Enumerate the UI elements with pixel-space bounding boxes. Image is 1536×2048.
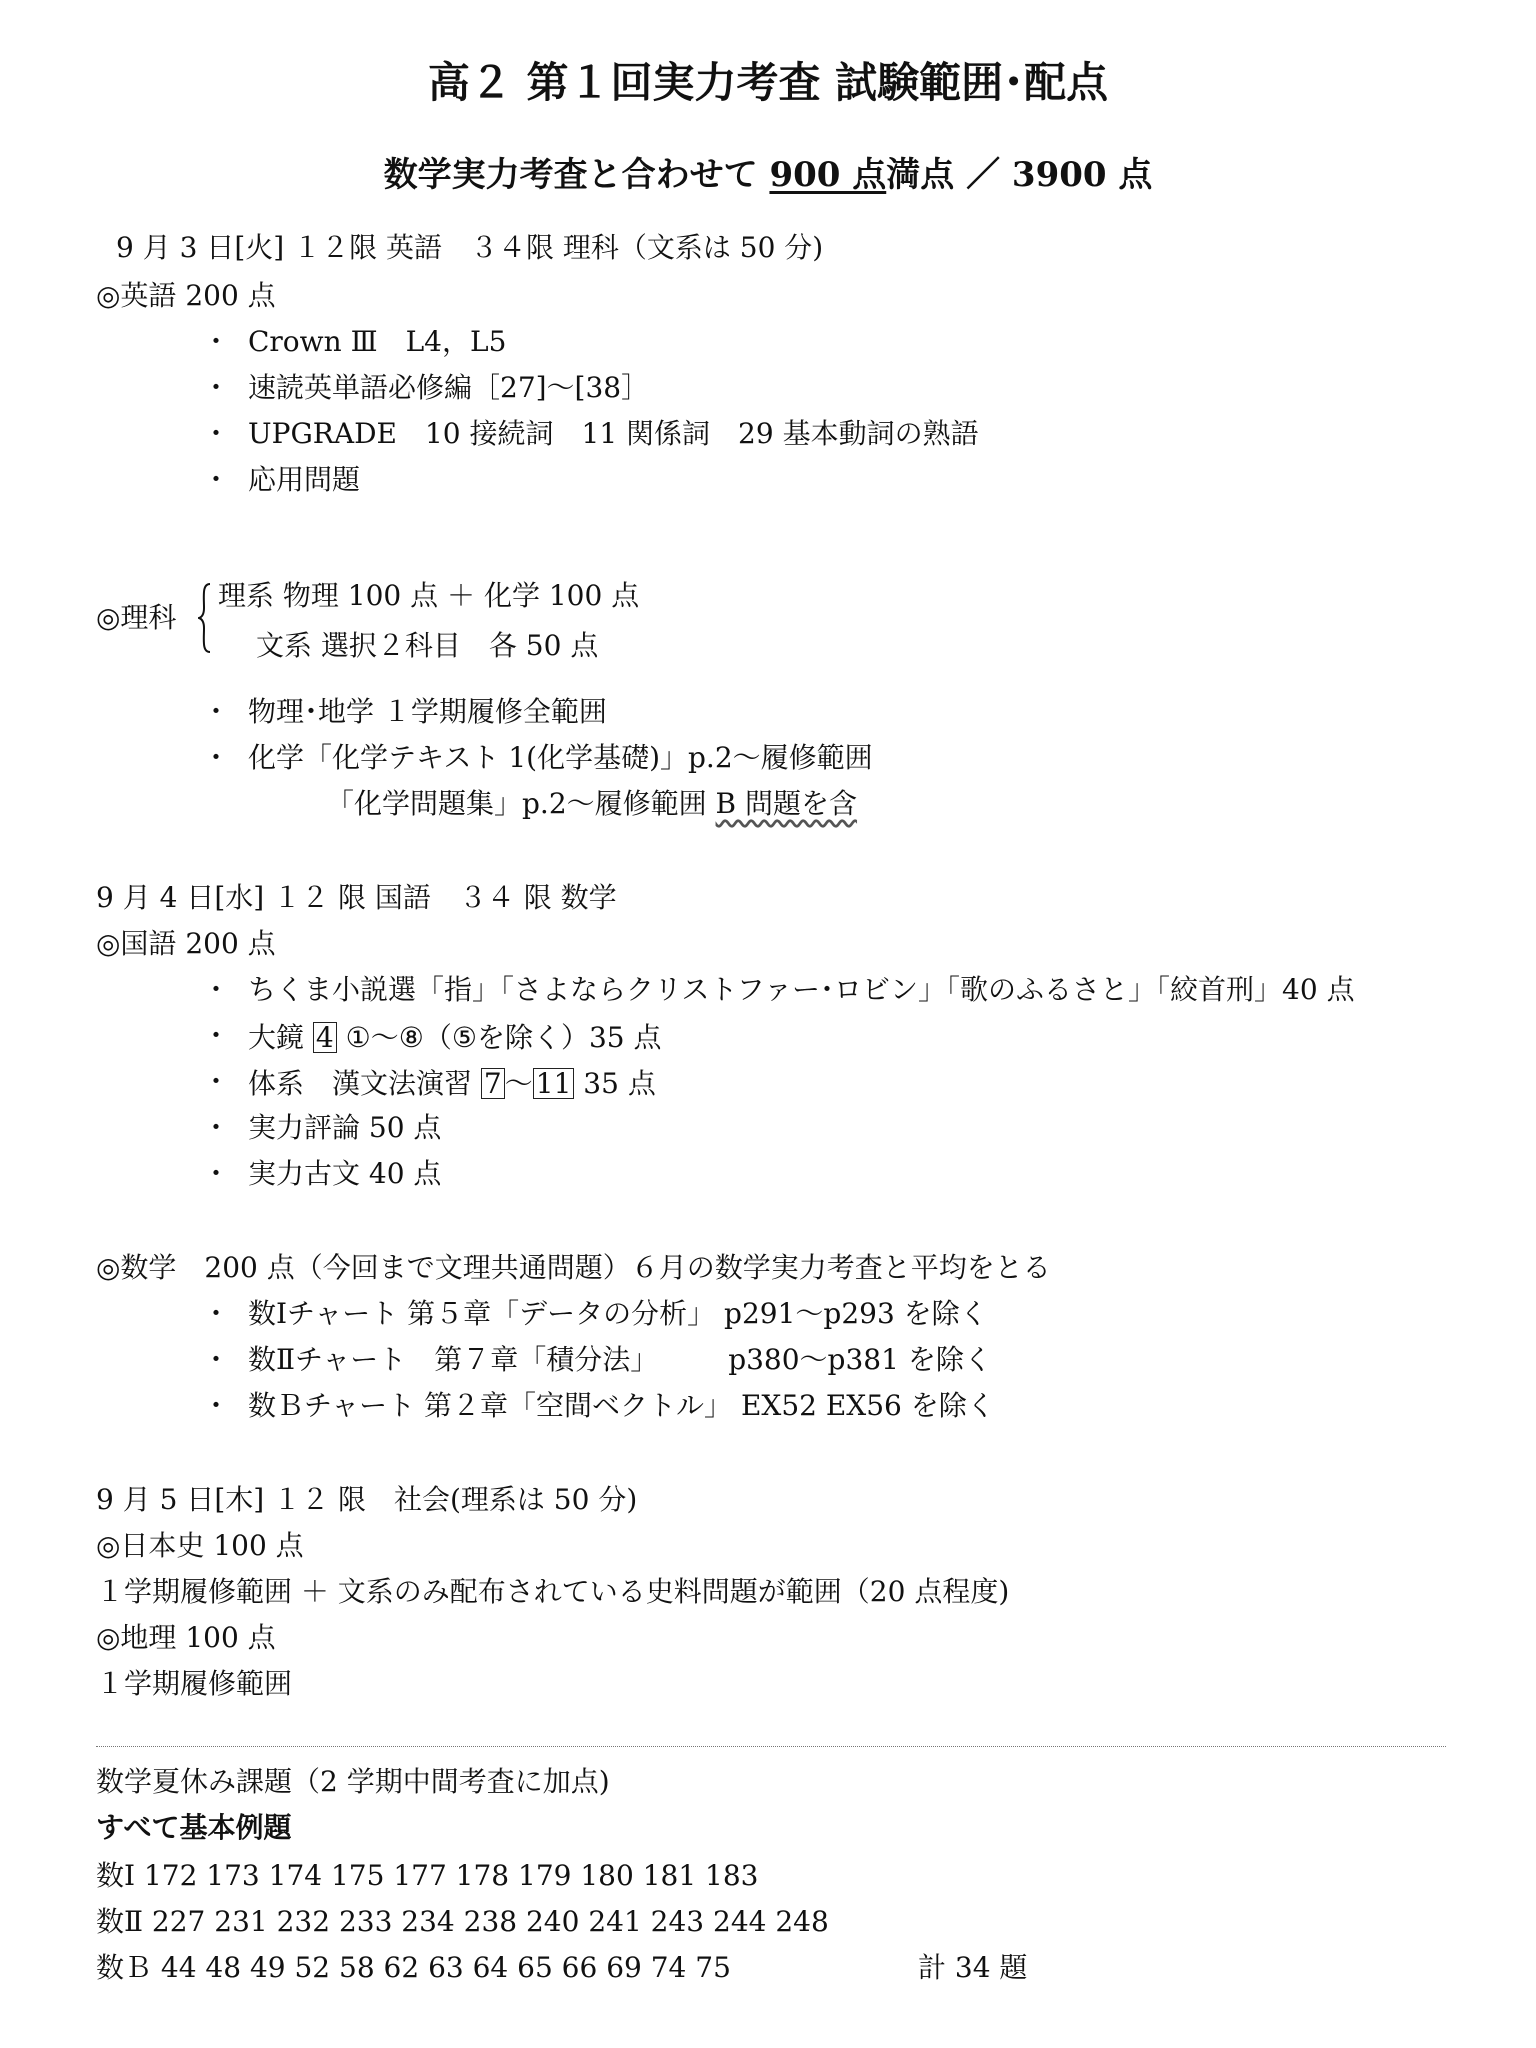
subtitle-score: 900 点 [769, 155, 887, 195]
chem-problem-range: 「化学問題集」p.2〜履修範囲 [326, 787, 716, 820]
math-heading: ◎数学 200 点（今回まで文理共通問題）６月の数学実力考査と平均をとる [96, 1251, 1051, 1284]
history-heading: ◎日本史 100 点 [96, 1529, 304, 1562]
japanese-item-3 [248, 1068, 656, 1099]
summer-total: 計 34 題 [918, 1951, 1028, 1984]
bullet: ・ [202, 325, 231, 358]
page-title: 高２ 第１回実力考査 試験範囲･配点 [427, 58, 1109, 107]
curly-brace-icon [198, 582, 212, 654]
boxed-number: 11 [533, 1068, 575, 1099]
bullet: ・ [202, 1297, 231, 1330]
bullet: ・ [202, 1065, 231, 1098]
english-item-1: Crown Ⅲ L4，L5 [248, 325, 507, 358]
summer-math2-list: 数Ⅱ 227 231 232 233 234 238 240 241 243 244 248 [96, 1905, 829, 1938]
kanbun-points: 35 点 [574, 1067, 656, 1100]
geography-heading: ◎地理 100 点 [96, 1621, 276, 1654]
science-line-2: 文系 選択２科目 各 50 点 [256, 629, 599, 662]
science-item-1: 物理･地学 １学期履修全範囲 [248, 695, 607, 728]
bullet: ・ [202, 417, 231, 450]
math-item-2: 数Ⅱチャート 第７章「積分法」 p380〜p381 を除く [248, 1343, 992, 1376]
history-range: １学期履修範囲 ＋ 文系のみ配布されている史料問題が範囲（20 点程度) [96, 1575, 1010, 1608]
bullet: ・ [202, 1343, 231, 1376]
day3-header: 9 月 5 日[木] １２ 限 社会(理系は 50 分) [96, 1483, 638, 1516]
bullet: ・ [202, 463, 231, 496]
summer-heading: 数学夏休み課題（2 学期中間考査に加点) [96, 1765, 610, 1798]
math-item-3: 数Ｂチャート 第２章「空間ベクトル」 EX52 EX56 を除く [248, 1389, 995, 1422]
english-item-3: UPGRADE 10 接続詞 11 関係詞 29 基本動詞の熟語 [248, 417, 979, 450]
okagami-range: ①〜⑧（⑤を除く）35 点 [336, 1021, 662, 1054]
bullet: ・ [202, 695, 231, 728]
science-heading: ◎理科 [96, 601, 177, 634]
dotted-divider [96, 1746, 1446, 1747]
range-tilde: 〜 [504, 1067, 533, 1100]
chem-problem-note: B 問題を含 [715, 787, 858, 820]
bullet: ・ [202, 1111, 231, 1144]
summer-mathB-list: 数Ｂ 44 48 49 52 58 62 63 64 65 66 69 74 75 [96, 1951, 731, 1984]
geography-range: １学期履修範囲 [96, 1667, 293, 1700]
bullet: ・ [202, 1019, 231, 1052]
bullet: ・ [202, 1389, 231, 1422]
japanese-item-1: ちくま小説選「指」「さよならクリストファー･ロビン」「歌のふるさと」「絞首刑」40 点 [248, 973, 1355, 1006]
day1-header: 9 月 3 日[火] １２限 英語 ３４限 理科（文系は 50 分) [116, 231, 824, 264]
subtitle-prefix: 数学実力考査と合わせて [383, 155, 770, 195]
day2-header: 9 月 4 日[水] １２ 限 国語 ３４ 限 数学 [96, 881, 617, 914]
kanbun-title: 体系 漢文法演習 [248, 1067, 481, 1100]
english-item-2: 速読英単語必修編［27]〜[38］ [248, 371, 650, 404]
science-item-2-continued [326, 787, 858, 820]
japanese-item-2 [248, 1022, 661, 1053]
japanese-item-5: 実力古文 40 点 [248, 1157, 442, 1190]
summer-math1-list: 数Ⅰ 172 173 174 175 177 178 179 180 181 183 [96, 1859, 759, 1892]
okagami-title: 大鏡 [248, 1021, 313, 1054]
math-item-1: 数Ⅰチャート 第５章「データの分析」 p291〜p293 を除く [248, 1297, 988, 1330]
japanese-heading: ◎国語 200 点 [96, 927, 276, 960]
science-item-2: 化学「化学テキスト 1(化学基礎)」p.2〜履修範囲 [248, 741, 873, 774]
english-item-4: 応用問題 [248, 463, 361, 496]
science-line-1: 理系 物理 100 点 ＋ 化学 100 点 [218, 579, 640, 612]
english-heading: ◎英語 200 点 [96, 279, 276, 312]
boxed-number: 7 [481, 1068, 505, 1099]
bullet: ・ [202, 741, 231, 774]
subtitle [0, 155, 1536, 195]
boxed-number: 4 [313, 1022, 337, 1053]
japanese-item-4: 実力評論 50 点 [248, 1111, 442, 1144]
subtitle-suffix: 満点 ／ 3900 点 [886, 155, 1153, 195]
bullet: ・ [202, 973, 231, 1006]
summer-subheading: すべて基本例題 [96, 1811, 292, 1844]
bullet: ・ [202, 1157, 231, 1190]
bullet: ・ [202, 371, 231, 404]
